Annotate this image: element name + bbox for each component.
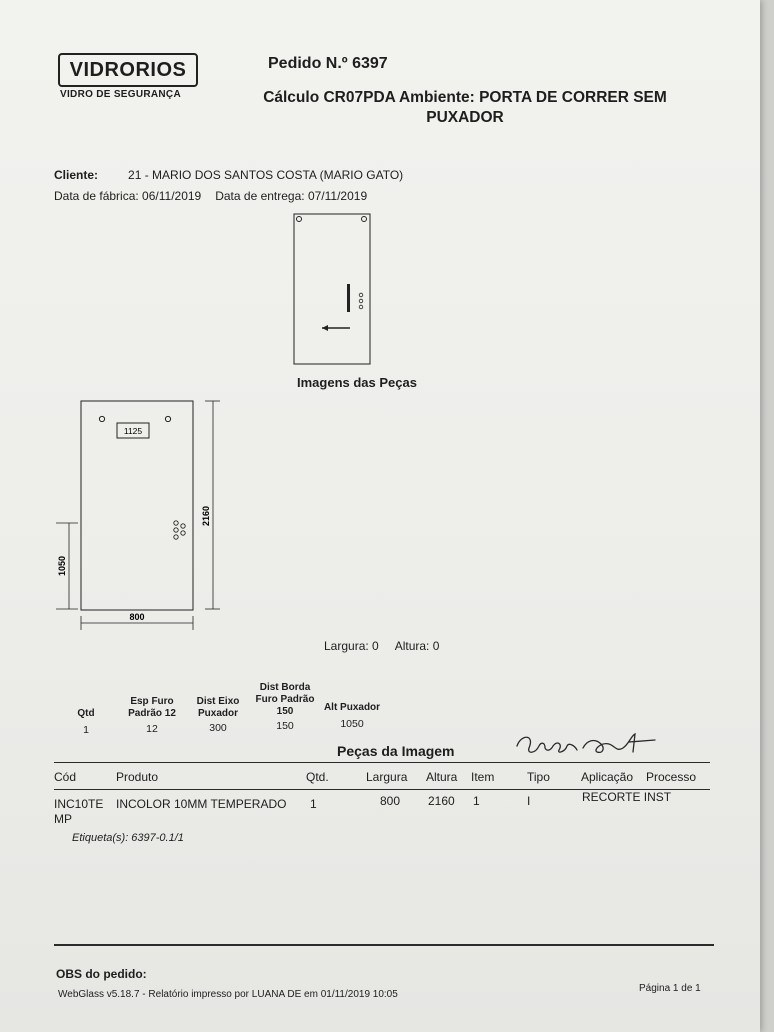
handwritten-signature xyxy=(505,724,685,764)
col-header-altura: Altura xyxy=(426,770,458,784)
factory-date: Data de fábrica: 06/11/2019 xyxy=(54,189,202,203)
piece-drawing xyxy=(50,396,230,636)
cell-qtd: 1 xyxy=(310,797,317,811)
param-value-qtd: 1 xyxy=(83,724,89,736)
col-header-aplicacao: Aplicação xyxy=(581,770,634,784)
handle-hole xyxy=(174,528,178,532)
thumbnail-hole-left xyxy=(297,217,302,222)
param-value-dist-borda: 150 xyxy=(276,720,294,732)
dimension-stats xyxy=(324,639,439,653)
page-number: Página 1 de 1 xyxy=(639,983,701,994)
height-dim-label: 2160 xyxy=(201,505,211,527)
handle-hole xyxy=(174,521,178,525)
calc-title: Cálculo CR07PDA Ambiente: PORTA DE CORRER SEM PUXADOR xyxy=(263,89,667,126)
handle-dim-label: 1050 xyxy=(57,555,67,577)
thumbnail-hole xyxy=(359,305,363,309)
handle-hole xyxy=(181,524,185,528)
col-header-qtd: Qtd. xyxy=(306,770,329,784)
col-header-produto: Produto xyxy=(116,770,159,784)
cell-produto: INCOLOR 10MM TEMPERADO xyxy=(116,797,287,811)
param-value-dist-eixo: 300 xyxy=(209,722,227,734)
param-header-dist-eixo: Dist Eixo Puxador xyxy=(196,696,240,719)
cell-aplicacao-processo: RECORTE INST xyxy=(582,790,672,804)
client-value: 21 - MARIO DOS SANTOS COSTA (MARIO GATO) xyxy=(128,168,404,182)
handle-hole xyxy=(181,531,185,535)
cell-cod: INC10TE MP xyxy=(54,797,104,826)
slide-arrow-icon xyxy=(322,325,328,331)
thumbnail-handle xyxy=(347,284,350,312)
client-label: Cliente: xyxy=(54,168,99,182)
col-header-item: Item xyxy=(471,770,495,784)
table-top-rule xyxy=(54,762,710,763)
thumbnail-outline xyxy=(294,214,370,364)
obs-top-rule xyxy=(54,944,714,946)
cell-altura: 2160 xyxy=(428,794,455,808)
door-thumbnail xyxy=(288,210,378,370)
client-row xyxy=(54,168,403,182)
logo-subtitle: VIDRO DE SEGURANÇA xyxy=(60,89,181,100)
param-value-esp-furo: 12 xyxy=(146,723,158,735)
param-value-alt-puxador: 1050 xyxy=(340,718,364,730)
cell-tipo: I xyxy=(527,794,531,808)
thumbnail-hole xyxy=(359,293,363,297)
dates-row xyxy=(54,189,367,203)
altura-stat: Altura: 0 xyxy=(394,639,440,653)
thumbnail-hole xyxy=(359,299,363,303)
print-footer: WebGlass v5.18.7 - Relatório impresso por LUANA DE em 01/11/2019 10:05 xyxy=(58,989,398,1000)
piece-hole-left xyxy=(99,416,104,421)
company-logo: VIDRORIOS xyxy=(58,53,198,87)
largura-stat: Largura: 0 xyxy=(324,639,379,653)
pieces-title: Peças da Imagem xyxy=(337,743,455,759)
piece-hole-right xyxy=(165,416,170,421)
piece-label-text: 1125 xyxy=(123,426,143,436)
param-header-qtd: Qtd xyxy=(77,708,95,719)
order-number: Pedido N.º 6397 xyxy=(268,55,388,72)
col-header-cod: Cód xyxy=(54,770,77,784)
param-header-esp-furo: Esp Furo Padrão 12 xyxy=(128,696,176,719)
col-header-largura: Largura xyxy=(366,770,408,784)
thumbnail-hole-right xyxy=(362,217,367,222)
width-dim-label: 800 xyxy=(129,612,145,622)
images-title: Imagens das Peças xyxy=(297,375,417,390)
etiqueta-line: Etiqueta(s): 6397-0.1/1 xyxy=(72,832,184,844)
col-header-tipo: Tipo xyxy=(527,770,550,784)
col-header-processo: Processo xyxy=(646,770,697,784)
param-header-dist-borda: Dist Borda Furo Padrão 150 xyxy=(255,682,315,717)
cell-item: 1 xyxy=(473,794,480,808)
param-header-alt-puxador: Alt Puxador xyxy=(323,702,381,713)
cell-largura: 800 xyxy=(380,794,401,808)
obs-label: OBS do pedido: xyxy=(56,967,147,981)
delivery-date: Data de entrega: 07/11/2019 xyxy=(215,189,368,203)
handle-hole xyxy=(174,535,178,539)
